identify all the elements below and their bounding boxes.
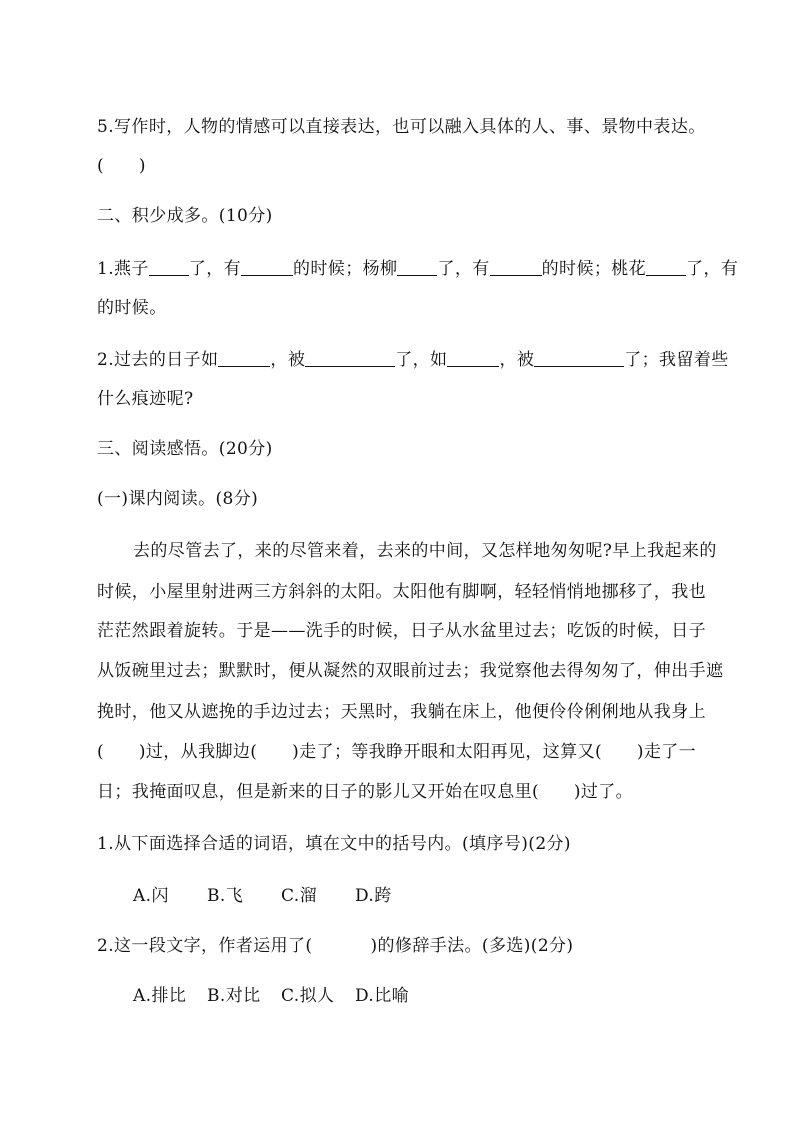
section-2-item-2: 2.过去的日子如 ，被 了，如 ，被 了；我留着些 (97, 350, 729, 370)
fill-blank[interactable] (241, 259, 293, 276)
option-d[interactable]: D.比喻 (355, 986, 410, 1006)
passage-line: 从饭碗里过去；默默时，便从凝然的双眼前过去；我觉察他去得匆匆了，伸出手遮 (97, 661, 724, 681)
option-b[interactable]: B.对比 (207, 986, 261, 1006)
section-3-question-1: 1.从下面选择合适的词语，填在文中的括号内。(填序号)(2分) (97, 834, 571, 854)
question-1-options (133, 885, 429, 907)
fill-blank[interactable] (397, 259, 437, 276)
fill-blank[interactable] (534, 350, 624, 367)
fill-blank[interactable] (305, 350, 395, 367)
fill-blank[interactable] (646, 259, 686, 276)
fill-blank[interactable] (218, 350, 270, 367)
section-3-question-2: 2.这一段文字，作者运用了( )的修辞手法。(多选)(2分) (97, 936, 574, 956)
option-c[interactable]: C.溜 (281, 886, 318, 906)
question-5: 5.写作时，人物的情感可以直接表达，也可以融入具体的人、事、景物中表达。 (97, 117, 706, 137)
section-3-title: 三、阅读感悟。(20分) (97, 439, 273, 459)
passage-line: 茫茫然跟着旋转。于是——洗手的时候，日子从水盆里过去；吃饭的时候，日子 (97, 621, 706, 641)
section-3-sub-1: (一)课内阅读。(8分) (97, 489, 259, 509)
option-d[interactable]: D.跨 (355, 886, 392, 906)
section-2-item-1: 1.燕子 了，有 的时候；杨柳 了，有 的时候；桃花 了，有 (97, 259, 739, 279)
fill-blank[interactable] (447, 350, 499, 367)
option-a[interactable]: A.闪 (133, 886, 169, 906)
passage-line: 时候，小屋里射进两三方斜斜的太阳。太阳他有脚啊，轻轻悄悄地挪移了，我也 (97, 582, 706, 602)
passage-line: 挽时，他又从遮挽的手边过去；天黑时，我躺在床上，他便伶伶俐俐地从我身上 (97, 702, 706, 722)
passage-line: ( )过，从我脚边( )走了；等我睁开眼和太阳再见，这算又( )走了一 (97, 742, 697, 762)
question-5-answer-paren: ( ) (97, 156, 146, 176)
section-2-item-1-cont: 的时候。 (97, 298, 167, 318)
question-2-options (133, 985, 429, 1007)
passage-line: 日；我掩面叹息，但是新来的日子的影儿又开始在叹息里( )过了。 (97, 782, 634, 802)
option-c[interactable]: C.拟人 (281, 986, 335, 1006)
option-b[interactable]: B.飞 (207, 886, 244, 906)
section-2-item-2-cont: 什么痕迹呢? (97, 389, 194, 409)
fill-blank[interactable] (149, 259, 189, 276)
fill-blank[interactable] (490, 259, 542, 276)
section-2-title: 二、积少成多。(10分) (97, 206, 273, 226)
option-a[interactable]: A.排比 (133, 986, 187, 1006)
passage-line: 去的尽管去了，来的尽管来着，去来的中间，又怎样地匆匆呢?早上我起来的 (133, 541, 717, 561)
